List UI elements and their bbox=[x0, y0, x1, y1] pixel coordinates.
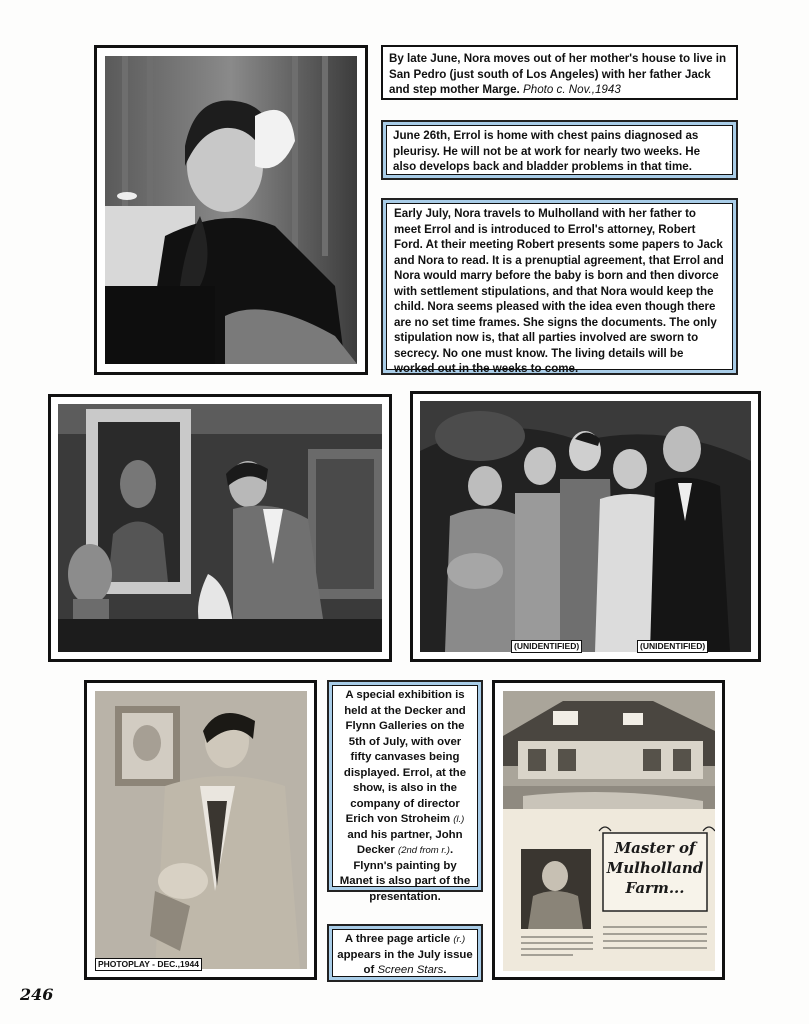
exhibition-note2: (2nd from r.) bbox=[398, 845, 450, 856]
photo-woman-portrait-image bbox=[105, 56, 357, 364]
exhibition-part3: . Flynn's painting by Manet is also part of the presentation. bbox=[339, 844, 471, 903]
exhibition-note1: (l.) bbox=[453, 814, 465, 825]
article-magazine: Screen Stars bbox=[377, 964, 444, 976]
article-text bbox=[337, 932, 473, 979]
caption-unidentified-left: (UNIDENTIFIED) bbox=[511, 640, 582, 653]
text-box-article-inner bbox=[332, 929, 478, 977]
text-box-early-july bbox=[381, 198, 738, 375]
caption-unidentified-right: (UNIDENTIFIED) bbox=[637, 640, 708, 653]
magazine-headline bbox=[603, 838, 707, 898]
article-end: . bbox=[443, 964, 447, 976]
photo-errol-photoplay-image bbox=[95, 691, 307, 969]
photo-errol-photoplay bbox=[84, 680, 317, 980]
text-box-nora-moves bbox=[381, 45, 738, 100]
early-july-text: Early July, Nora travels to Mulholland with her father to meet Errol and is introduced to Errol's attorney, Robert Ford. At their meeting Robert presents some papers to Jack and Nora to read. It is a prenuptial agreement, that Errol and Nora would marry before the baby is born and then divorce with settlement stipulations, and that Nora would keep the child. Nora seems pleased with the idea even though there are no set time frames. She signs the documents. The only stipulation now is, that all parties involved are sworn to secrecy. No one must know. The living details will be worked out in the weeks to come. bbox=[394, 208, 724, 375]
page-number: 246 bbox=[20, 985, 54, 1004]
magazine-clipping bbox=[492, 680, 725, 980]
june-26-text: June 26th, Errol is home with chest pains diagnosed as pleurisy. He will not be at work for nearly two weeks. He also develops back and bladder problems in that time. bbox=[393, 129, 701, 174]
text-box-exhibition bbox=[327, 680, 483, 903]
exhibition-text bbox=[337, 688, 473, 905]
magazine-headline-line2: Mulholland bbox=[606, 859, 704, 877]
article-part1: A three page article bbox=[344, 933, 451, 945]
photo-errol-gallery-image bbox=[58, 404, 382, 652]
photo-woman-portrait bbox=[94, 45, 368, 375]
exhibition-part1: A special exhibition is held at the Decker and Flynn Galleries on the 5th of July, with over fifty canvases being displayed. Errol, at the show, is also in the company of director Erich von Stroheim bbox=[343, 689, 467, 825]
text-box-june-26-inner bbox=[386, 125, 733, 175]
exhibition-part2: and his partner, John Decker bbox=[347, 828, 463, 856]
magazine-clipping-image bbox=[503, 691, 715, 971]
text-box-exhibition-inner bbox=[332, 685, 478, 903]
photo-group-men-image bbox=[420, 401, 751, 652]
photo-group-men bbox=[410, 391, 761, 662]
magazine-headline-line1: Master of bbox=[614, 839, 696, 857]
nora-moves-text bbox=[389, 51, 730, 98]
caption-photoplay: PHOTOPLAY - DEC.,1944 bbox=[95, 958, 202, 971]
text-box-article bbox=[327, 924, 483, 982]
nora-moves-main: By late June, Nora moves out of her mother's house to live in San Pedro (just south of Los Angeles) with her father Jack and step mother Marge. bbox=[389, 52, 727, 97]
photo-errol-gallery bbox=[48, 394, 392, 662]
magazine-headline-line3: Farm... bbox=[625, 879, 685, 897]
article-note: (r.) bbox=[453, 934, 466, 945]
article-part2: appears in the July issue of bbox=[337, 948, 473, 976]
nora-moves-photo-note: Photo c. Nov.,1943 bbox=[523, 83, 621, 97]
text-box-early-july-inner bbox=[386, 203, 733, 375]
text-box-june-26 bbox=[381, 120, 738, 180]
